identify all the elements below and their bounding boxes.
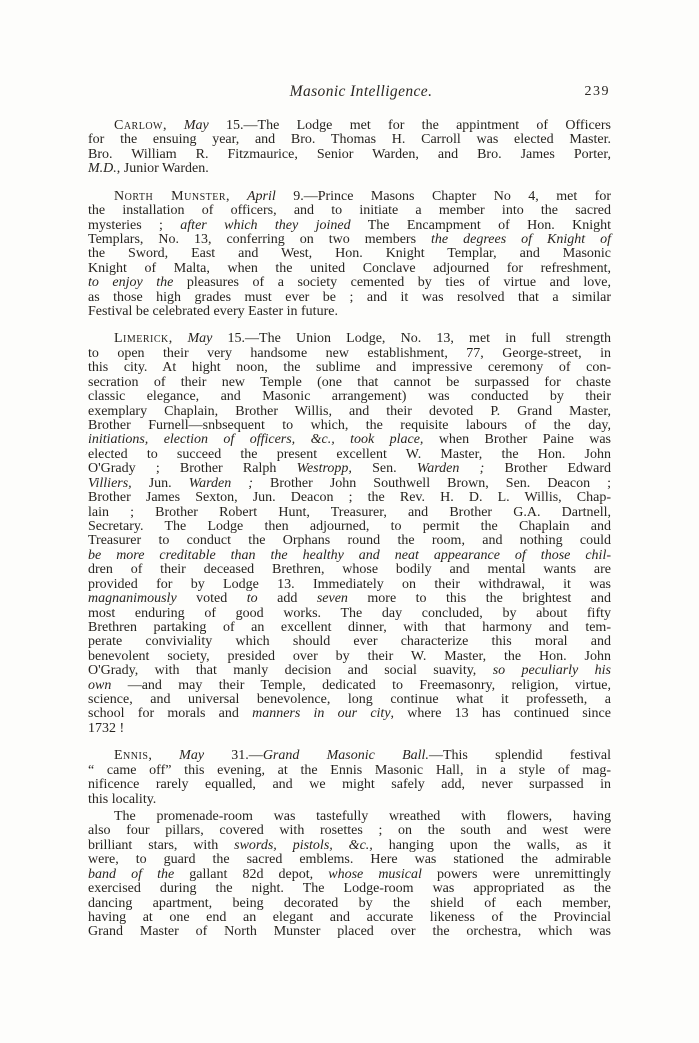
italic-text: magnanimously bbox=[88, 591, 177, 607]
body-text: add bbox=[257, 591, 317, 607]
text-line bbox=[88, 810, 611, 824]
body-text: benevolent society, presided over by their W. Master, the Hon. John bbox=[88, 648, 611, 664]
text-line bbox=[88, 679, 611, 693]
text-line bbox=[88, 563, 611, 577]
text-line bbox=[88, 133, 611, 147]
text-line bbox=[88, 664, 611, 678]
body-text: Brother Edward bbox=[484, 461, 612, 477]
body-text: secration of their new Temple (one that cannot be surpassed for chaste bbox=[88, 374, 611, 390]
text-line bbox=[88, 477, 611, 491]
italic-text: May bbox=[183, 118, 209, 133]
text-line bbox=[88, 262, 611, 276]
text-line bbox=[88, 592, 611, 606]
body-text: The promenade-room was tastefully wreathed with flowers, having bbox=[114, 808, 611, 824]
body-text: gallant 82d depot, bbox=[174, 866, 329, 882]
italic-text: swords, pistols, &c., bbox=[234, 837, 373, 853]
text-line bbox=[88, 693, 611, 707]
smallcaps-lead: Carlow bbox=[114, 118, 163, 133]
body-text: voted bbox=[176, 591, 247, 607]
text-line bbox=[88, 332, 611, 346]
italic-text: Grand Masonic Ball. bbox=[262, 748, 429, 764]
body-text: dancing apartment, being decorated by the shield of each member, bbox=[88, 895, 611, 911]
smallcaps-lead: Limerick bbox=[114, 331, 169, 347]
text-line bbox=[88, 824, 611, 838]
body-text: perate conviviality which should ever characterize this moral and bbox=[88, 634, 611, 650]
body-text: “ came off” this evening, at the Ennis Masonic Hall, in a style of mag- bbox=[88, 762, 611, 778]
body-text: science, and universal benevolence, long continue what it professeth, a bbox=[88, 692, 611, 708]
body-text: nificence rarely equalled, and we might safely add, never surpassed in bbox=[88, 777, 611, 793]
text-line bbox=[88, 219, 611, 233]
body-text: Brother John Southwell Brown, Sen. Deacon ; bbox=[252, 475, 612, 491]
body-text: Bro. William R. Fitzmaurice, Senior Warden, and Bro. James Porter, bbox=[88, 146, 611, 162]
body-text: —and may their Temple, dedicated to Freemasonry, religion, virtue, bbox=[111, 677, 611, 693]
body-text: Brother Furnell—snbsequent to which, the requisite labours of the day, bbox=[88, 418, 611, 434]
text-line bbox=[88, 839, 611, 853]
italic-text: the degrees of Knight of bbox=[431, 231, 611, 247]
paragraph-north-munster bbox=[88, 190, 611, 320]
paragraph-promenade bbox=[88, 810, 611, 940]
text-line bbox=[88, 911, 611, 925]
italic-text: May bbox=[187, 331, 213, 347]
body-text: the Sword, East and West, Hon. Knight Templar, and Masonic bbox=[88, 246, 611, 262]
italic-text: initiations, election of officers, &c., took place, bbox=[88, 432, 424, 448]
body-text: Templars, No. 13, conferring on two members bbox=[88, 231, 432, 247]
body-text: , bbox=[163, 118, 184, 133]
text-line bbox=[88, 347, 611, 361]
body-text: for the ensuing year, and Bro. Thomas H. Carroll was elected Master. bbox=[88, 132, 611, 148]
text-line bbox=[88, 233, 611, 247]
text-line bbox=[88, 549, 611, 563]
body-text: 9.—Prince Masons Chapter No 4, met for bbox=[275, 188, 611, 204]
text-line bbox=[88, 607, 611, 621]
body-text: dren of their deceased Brethren, whose bodily and mental wants are bbox=[88, 562, 611, 578]
body-text: pleasures of a society cemented by ties of virtue and love, bbox=[173, 275, 611, 291]
text-line bbox=[88, 148, 611, 162]
body-text: Brother James Sexton, Jun. Deacon ; the Rev. H. D. L. Willis, Chap- bbox=[88, 490, 611, 506]
body-text: elected to succeed the present excellent W. Master, the Hon. John bbox=[88, 446, 611, 462]
italic-text: Westropp, bbox=[296, 461, 352, 477]
italic-text: seven bbox=[316, 591, 348, 607]
text-line bbox=[88, 635, 611, 649]
body-text: The Encampment of Hon. Knight bbox=[350, 217, 611, 233]
text-line bbox=[88, 578, 611, 592]
text-line bbox=[88, 764, 611, 778]
text-line bbox=[88, 119, 611, 133]
article-body bbox=[88, 119, 611, 940]
text-line bbox=[88, 882, 611, 896]
text-line bbox=[88, 247, 611, 261]
text-line bbox=[88, 868, 611, 882]
body-text: most enduring of good works. The day concluded, by about fifty bbox=[88, 605, 611, 621]
body-text: 15.—The Union Lodge, No. 13, met in full strength bbox=[212, 331, 612, 347]
body-text: brilliant stars, with bbox=[88, 837, 235, 853]
body-text: as those high grades must ever be ; and it was resolved that a similar bbox=[88, 289, 611, 305]
text-line bbox=[88, 650, 611, 664]
body-text: 15.—The Lodge met for the appintment of Officers bbox=[208, 118, 611, 133]
body-text: Treasurer to conduct the Orphans round the room, and nothing could bbox=[88, 533, 611, 549]
italic-text: after which they joined bbox=[180, 217, 351, 233]
body-text: the installation of officers, and to initiate a member into the sacred bbox=[88, 203, 611, 219]
text-line bbox=[88, 749, 611, 763]
body-text: , bbox=[226, 188, 247, 204]
smallcaps-lead: North Munster bbox=[114, 188, 227, 204]
body-text: 31.— bbox=[204, 748, 263, 764]
text-line bbox=[88, 534, 611, 548]
italic-text: to enjoy the bbox=[88, 275, 174, 291]
body-text: school for morals and bbox=[88, 706, 253, 722]
italic-text: whose musical bbox=[328, 866, 422, 882]
text-line bbox=[88, 506, 611, 520]
italic-text: May bbox=[179, 748, 205, 764]
text-line bbox=[88, 462, 611, 476]
text-line bbox=[88, 853, 611, 867]
italic-text: be more creditable than the healthy and neat appearance of those chil- bbox=[88, 547, 611, 563]
body-text: Sen. bbox=[351, 461, 417, 477]
italic-text: own bbox=[88, 677, 112, 693]
text-line bbox=[88, 361, 611, 375]
text-line bbox=[88, 376, 611, 390]
text-line bbox=[88, 722, 611, 736]
body-text: to open their very handsome new establishment, 77, George-street, in bbox=[88, 345, 611, 361]
body-text: classic elegance, and Masonic arrangement) was conducted by their bbox=[88, 389, 611, 405]
body-text: O'Grady, with that manly decision and social suavity, bbox=[88, 663, 493, 679]
text-line bbox=[88, 433, 611, 447]
text-line bbox=[88, 390, 611, 404]
body-text: , bbox=[148, 748, 180, 764]
body-text: hanging upon the walls, as it bbox=[372, 837, 611, 853]
text-line bbox=[88, 405, 611, 419]
body-text: Secretary. The Lodge then adjourned, to permit the Chaplain and bbox=[88, 518, 611, 534]
text-line bbox=[88, 621, 611, 635]
text-line bbox=[88, 419, 611, 433]
body-text: —This splendid festival bbox=[428, 748, 611, 764]
text-line bbox=[88, 520, 611, 534]
text-line bbox=[88, 291, 611, 305]
text-line bbox=[88, 925, 611, 939]
body-text: , bbox=[168, 331, 188, 347]
italic-text: Warden ; bbox=[416, 461, 485, 477]
text-line bbox=[88, 204, 611, 218]
text-line bbox=[88, 448, 611, 462]
text-line bbox=[88, 276, 611, 290]
body-text: when Brother Paine was bbox=[423, 432, 611, 448]
paragraph-limerick bbox=[88, 332, 611, 736]
text-line bbox=[88, 897, 611, 911]
text-line bbox=[88, 793, 611, 807]
text-line bbox=[88, 707, 611, 721]
body-text: Grand Master of North Munster placed over the orchestra, which was bbox=[88, 924, 611, 940]
body-text: 1732 ! bbox=[88, 720, 125, 736]
body-text: exercised during the night. The Lodge-room was appropriated as the bbox=[88, 881, 611, 897]
body-text: Festival be celebrated every Easter in future. bbox=[88, 304, 338, 320]
italic-text: Villiers, bbox=[88, 475, 132, 491]
italic-text: band of the bbox=[88, 866, 175, 882]
text-line bbox=[88, 305, 611, 319]
text-line bbox=[88, 491, 611, 505]
italic-text: April bbox=[246, 188, 276, 204]
body-text: Jun. bbox=[131, 475, 189, 491]
body-text: this city. At hight noon, the sublime and impressive ceremony of con- bbox=[88, 360, 611, 376]
paragraph-carlow bbox=[88, 119, 611, 177]
body-text: , where 13 has continued since bbox=[390, 706, 611, 722]
body-text: exemplary Chaplain, Brother Willis, and their devoted P. Grand Master, bbox=[88, 403, 611, 419]
body-text: mysteries ; bbox=[88, 217, 181, 233]
body-text: more to this the brightest and bbox=[347, 591, 612, 607]
body-text: lain ; Brother Robert Hunt, Treasurer, and Brother G.A. Dartnell, bbox=[88, 504, 611, 520]
body-text: Knight of Malta, when the united Conclave adjourned for refreshment, bbox=[88, 260, 611, 276]
paragraph-ennis bbox=[88, 749, 611, 807]
body-text: provided for by Lodge 13. Immediately on their withdrawal, it was bbox=[88, 576, 611, 592]
body-text: also four pillars, covered with rosettes ; on the south and west were bbox=[88, 823, 611, 839]
smallcaps-lead: Ennis bbox=[114, 748, 149, 764]
italic-text: M.D. bbox=[88, 161, 117, 177]
body-text: O'Grady ; Brother Ralph bbox=[88, 461, 297, 477]
body-text: were, to guard the sacred emblems. Here was stationed the admirable bbox=[88, 852, 611, 868]
body-text: powers were unremittingly bbox=[421, 866, 611, 882]
running-title: Masonic Intelligence. bbox=[289, 83, 433, 100]
page-header bbox=[88, 83, 610, 103]
text-line bbox=[88, 162, 611, 176]
italic-text: to bbox=[246, 591, 258, 607]
body-text: , Junior Warden. bbox=[116, 161, 209, 177]
page-number: 239 bbox=[584, 84, 610, 99]
italic-text: Warden ; bbox=[188, 475, 253, 491]
body-text: having at one end an elegant and accurate likeness of the Provincial bbox=[88, 909, 611, 925]
text-line bbox=[88, 190, 611, 204]
body-text: this locality. bbox=[88, 791, 157, 807]
italic-text: so peculiarly his bbox=[492, 663, 611, 679]
italic-text: manners in our city bbox=[252, 706, 391, 722]
body-text: Brethren partaking of an excellent dinner, with that harmony and tem- bbox=[88, 619, 611, 635]
text-line bbox=[88, 778, 611, 792]
